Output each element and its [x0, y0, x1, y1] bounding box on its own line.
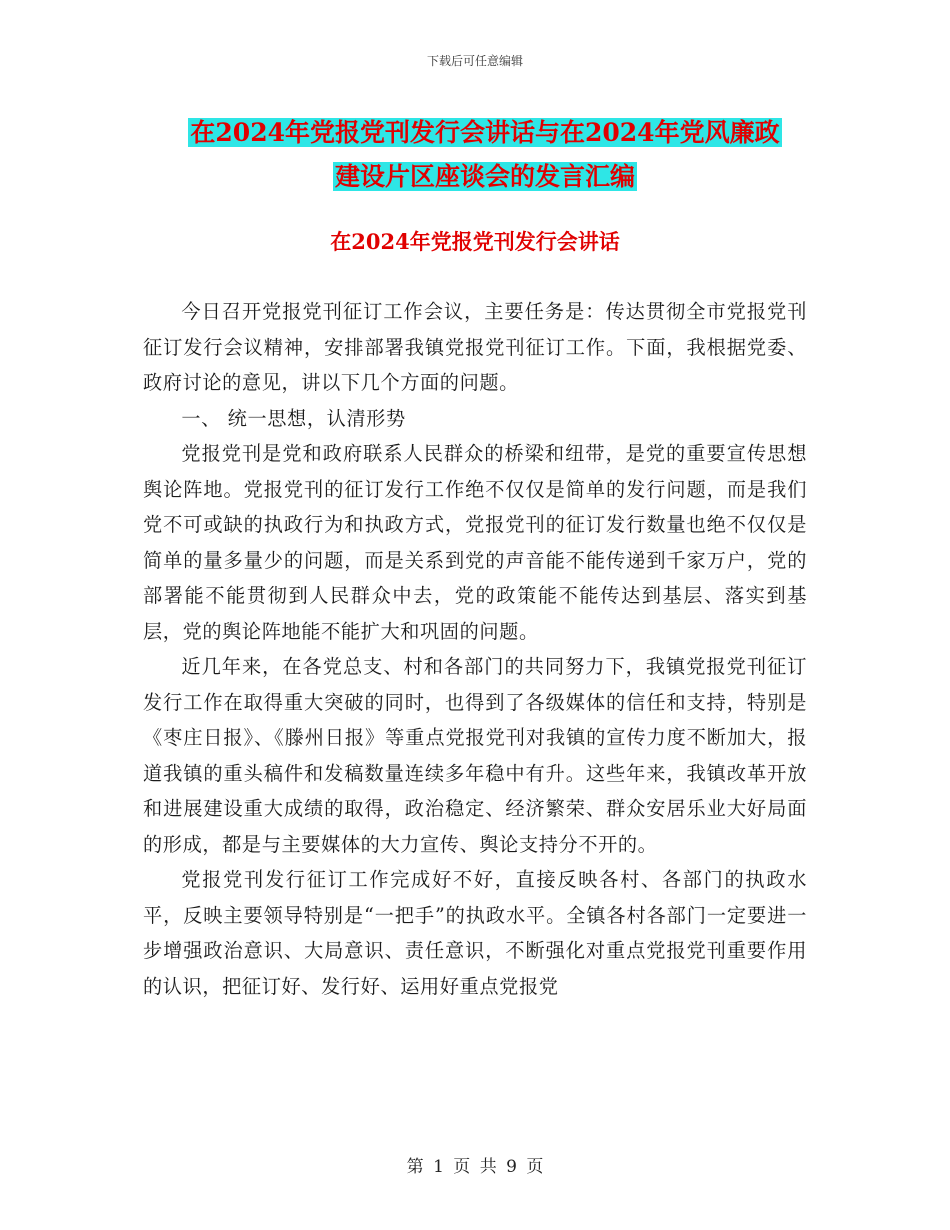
section-title: 在2024年党报党刊发行会讲话 [330, 229, 620, 254]
page-footer: 第 1 页 共 9 页 [406, 1157, 544, 1177]
body-text [143, 294, 807, 1004]
paragraph-heading-1: 一、 统一思想，认清形势 [181, 406, 406, 430]
header-note: 下载后可任意编辑 [426, 54, 523, 68]
paragraph-body: 近几年来，在各党总支、村和各部门的共同努力下，我镇党报党刊征订发行工作在取得重大突破的同时，也得到了各级媒体的信任和支持，特别是《枣庄日报》、《滕州日报》等重点党报党刊对我镇的宣传力度不断加大，报道我镇的重头稿件和发稿数量连续多年稳中有升。这些年来，我镇改革开放和进展建设重大成绩的取得，政治稳定、经济繁荣、群众安居乐业大好局面的形成，都是与主要媒体的大力宣传、舆论支持分不开的。 [143, 655, 807, 856]
document-title-line-1: 在2024年党报党刊发行会讲话与在2024年党风廉政 [190, 118, 780, 147]
paragraph-intro: 今日召开党报党刊征订工作会议，主要任务是：传达贯彻全市党报党刊征订发行会议精神，安排部署我镇党报党刊征订工作。下面，我根据党委、政府讨论的意见，讲以下几个方面的问题。 [143, 300, 807, 394]
document-title-line-2: 建设片区座谈会的发言汇编 [334, 162, 635, 191]
paragraph-body: 党报党刊发行征订工作完成好不好，直接反映各村、各部门的执政水平，反映主要领导特别是“一把手”的执政水平。全镇各村各部门一定要进一步增强政治意识、大局意识、责任意识，不断强化对重点党报党刊重要作用的认识，把征订好、发行好、运用好重点党报党 [143, 868, 807, 998]
document-title [140, 111, 830, 199]
paragraph-body: 党报党刊是党和政府联系人民群众的桥梁和纽带，是党的重要宣传思想舆论阵地。党报党刊的征订发行工作绝不仅仅是简单的发行问题，而是我们党不可或缺的执政行为和执政方式，党报党刊的征订发行数量也绝不仅仅是简单的量多量少的问题，而是关系到党的声音能不能传递到千家万户，党的部署能不能贯彻到人民群众中去，党的政策能不能传达到基层、落实到基层，党的舆论阵地能不能扩大和巩固的问题。 [143, 442, 807, 643]
